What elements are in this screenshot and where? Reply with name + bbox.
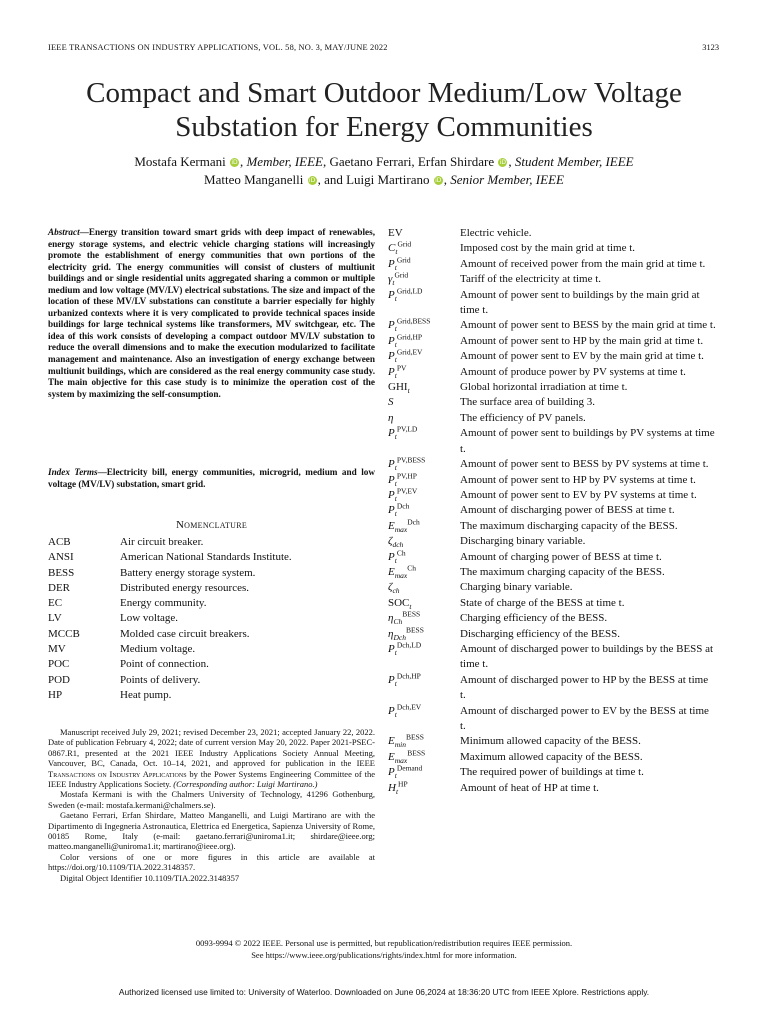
symbol-subscript: t xyxy=(394,263,397,272)
symbol-base: H xyxy=(388,781,396,794)
symbol-definition: Charging binary variable. xyxy=(460,581,573,594)
symbol-row xyxy=(388,334,716,349)
symbol-base: P xyxy=(388,334,395,347)
symbol-subscript: t xyxy=(394,509,397,519)
symbol-subscript: t xyxy=(394,494,397,504)
symbol-base: C xyxy=(388,242,396,255)
abbreviation-row xyxy=(48,642,375,657)
symbol-superscript: Dch,EV xyxy=(396,701,422,711)
symbol-superscript: PV,BESS xyxy=(396,455,426,465)
abbreviation-row xyxy=(48,535,375,550)
symbol-superscript: BESS xyxy=(407,748,426,758)
symbol-superscript: Ch xyxy=(396,547,406,557)
symbol-base: P xyxy=(388,473,395,486)
symbol xyxy=(388,701,460,735)
symbol-subscript: t xyxy=(394,432,397,442)
symbol-row xyxy=(388,488,716,503)
symbol-row xyxy=(388,534,716,549)
symbol-base: P xyxy=(388,350,395,363)
symbol-row xyxy=(388,457,716,472)
symbol-superscript: Grid,EV xyxy=(396,347,423,357)
symbol-subscript: t xyxy=(394,463,397,473)
symbol-definition: Minimum allowed capacity of the BESS. xyxy=(460,735,641,748)
symbol-row xyxy=(388,470,716,488)
symbol-base: P xyxy=(388,365,395,378)
symbol-superscript: Dch,HP xyxy=(396,671,421,681)
symbol-list xyxy=(388,226,716,796)
symbol-row xyxy=(388,226,716,241)
abbreviation-key: MV xyxy=(48,643,66,656)
author-role: Member, IEEE xyxy=(246,154,323,169)
symbol-subscript: Dch xyxy=(393,632,406,642)
symbol-base: P xyxy=(388,319,395,332)
symbol xyxy=(388,673,460,704)
symbol-superscript: PV,EV xyxy=(396,486,418,496)
symbol xyxy=(388,778,460,796)
symbol-superscript: Grid,HP xyxy=(396,332,423,342)
abstract xyxy=(48,227,375,400)
author-name: and Luigi Martirano xyxy=(324,172,430,187)
symbol-row xyxy=(388,701,716,735)
abbreviation-row xyxy=(48,657,375,672)
index-terms-text: —Electricity bill, energy communities, microgrid, medium and low voltage (MV/LV) substation, smart grid. xyxy=(48,467,376,489)
symbol-subscript: ch xyxy=(392,586,400,596)
symbol-subscript: max xyxy=(394,571,408,581)
symbol-definition: Amount of produce power by PV systems at time t. xyxy=(460,365,686,378)
symbol-row xyxy=(388,624,716,642)
orcid-icon[interactable]: iD xyxy=(499,159,506,166)
symbol-base: P xyxy=(388,458,395,471)
symbol-base: ζ xyxy=(388,535,393,548)
symbol-superscript: Demand xyxy=(396,763,423,773)
symbol-base: P xyxy=(388,257,395,270)
symbol-subscript: t xyxy=(394,771,397,781)
symbol-superscript: Grid,LD xyxy=(396,285,423,295)
page-number: 3123 xyxy=(702,43,719,52)
index-terms-lead: Index Terms xyxy=(48,467,98,477)
authorized-use-notice: Authorized licensed use limited to: University of Waterloo. Downloaded on June 06,2024 at 18:36:20 UTC from IEEE Xplore. Restrictions apply. xyxy=(118,987,650,997)
symbol-row xyxy=(388,411,716,426)
abbreviation-row xyxy=(48,688,375,703)
symbol-row xyxy=(388,765,716,780)
symbol-superscript: Ch xyxy=(407,563,416,573)
symbol-base: E xyxy=(388,735,395,748)
abbreviation-definition: Medium voltage. xyxy=(120,643,196,656)
footnotes xyxy=(48,727,375,883)
symbol-subscript: t xyxy=(409,601,412,611)
abbreviation-definition: Battery energy storage system. xyxy=(120,566,256,579)
symbol-base: P xyxy=(388,766,395,779)
abbreviation-row xyxy=(48,566,375,581)
symbol-superscript: Grid,BESS xyxy=(396,316,431,326)
symbol-subscript: t xyxy=(394,355,397,365)
abbreviation-definition: Air circuit breaker. xyxy=(120,536,204,548)
symbol xyxy=(388,547,460,565)
symbol-subscript: t xyxy=(394,340,397,350)
abbreviation-row xyxy=(48,611,375,626)
abbreviation-row xyxy=(48,581,375,596)
symbol-base: P xyxy=(388,673,395,686)
symbol-superscript: BESS xyxy=(405,732,424,742)
symbol-superscript: PV xyxy=(396,363,407,372)
symbol-row xyxy=(388,734,716,749)
symbol-row xyxy=(388,365,716,380)
footnote-affiliation-1: Mostafa Kermani is with the Chalmers University of Technology, 41296 Gothenburg, Sweden (e-mail: mostafa.kermani@chalmers.se). xyxy=(48,789,375,810)
footnote-manuscript: Manuscript received July 29, 2021; revised December 23, 2021; accepted January 22, 2022. Date of publication February 4, 2022; date of current version May 20, 2022. Paper 2021-PSEC-0867.R1, presented at the 2021 IEEE Industry Applications Society Annual Meeting, Vancouver, BC, Canada, Oct. 10–14, 2021, and approved for publication in the IEEE Transactions on Industry Applications by the Power Systems Engineering Committee of the IEEE Industry Applications Society. (Corresponding author: Luigi Martirano.) xyxy=(48,727,375,790)
symbol-base: η xyxy=(388,627,394,640)
symbol-definition: Tariff of the electricity at time t. xyxy=(460,273,602,286)
symbol-row xyxy=(388,642,716,673)
author-line-2: Matteo Manganelli iD , and Luigi Martirano iD , Senior Member, IEEE xyxy=(204,172,564,187)
symbol-superscript: PV,LD xyxy=(396,424,418,434)
abbreviation-key: POD xyxy=(48,673,71,686)
symbol-definition: Amount of received power from the main grid at time t. xyxy=(460,257,706,270)
symbol-row xyxy=(388,580,716,595)
symbol xyxy=(388,611,460,626)
symbol-base: η xyxy=(388,411,394,424)
abstract-text: —Energy transition toward smart grids with deep impact of renewables, energy storage systems, and electric vehicle charging stations will increasingly promote the establishment of energy communities that own portions of the electricity grid. The energy communities will consist of clusters of multiunit buildings and or single residential units aggregated sharing a common or multiple medium and low voltage (MV/LV) electrical substations. The size and impact of the location of these MV/LV substations can constitute a barrier especially for highly urbanized contexts where it is very complicated to provide technical spaces inside buildings for large technical systems like transformers, MV switchgear, etc. The idea of this work consists of developing a compact outdoor MV/LV substation to reduce the overall dimensions and to make the execution modularized to facilitate management and maintenance. Also an investigation of energy exchange between multiunit buildings, which are considered as the real energy community case study. The main objective for this case study is to minimize the operation cost of the system by maximizing the self-consumption. xyxy=(48,227,375,399)
symbol xyxy=(388,380,460,395)
symbol xyxy=(388,503,460,518)
symbol-row xyxy=(388,426,716,457)
symbol-subscript: Ch xyxy=(393,617,403,627)
journal-name-smallcaps: Transactions on Industry Applications xyxy=(48,768,187,779)
symbol-base: P xyxy=(388,488,395,501)
symbol-definition: Amount of power sent to EV by the main grid at time t. xyxy=(460,350,704,363)
symbol-definition: Charging efficiency of the BESS. xyxy=(460,612,608,625)
symbol-subscript: max xyxy=(394,524,408,534)
symbol-subscript: t xyxy=(394,678,397,688)
symbol-row xyxy=(388,778,716,796)
orcid-icon[interactable]: iD xyxy=(231,159,238,166)
abbreviation-definition: Distributed energy resources. xyxy=(120,581,250,594)
symbol-base: EV xyxy=(388,227,403,239)
symbol-definition: Amount of discharging power of BESS at time t. xyxy=(460,504,675,517)
symbol-row xyxy=(388,272,716,287)
symbol-row xyxy=(388,503,716,518)
symbol-definition: State of charge of the BESS at time t. xyxy=(460,596,625,609)
footnote-affiliation-2: Gaetano Ferrari, Erfan Shirdare, Matteo Manganelli, and Luigi Martirano are with the Dipartimento di Ingegneria Astronautica, Elettrica ed Energetica, Sapienza University of Rome, 00185 Rome, Italy (e-mail: gaetano.ferrari@uniroma1.it; shirdare@ieee.org; matteo.manganelli@uniroma1.it; martirano@ieee.org). xyxy=(48,810,375,852)
abbreviation-key: DER xyxy=(48,581,70,594)
symbol-definition: Amount of discharged power to EV by the BESS at time t. xyxy=(460,704,709,732)
symbol-definition: The required power of buildings at time t. xyxy=(460,766,644,779)
symbol-subscript: t xyxy=(407,386,410,396)
title-line-2: Substation for Energy Communities xyxy=(175,111,593,143)
symbol xyxy=(388,285,460,319)
symbol-subscript: t xyxy=(394,478,397,488)
symbol-row xyxy=(388,565,716,580)
abbreviation-key: EC xyxy=(48,597,63,610)
orcid-icon[interactable]: iD xyxy=(308,177,316,184)
symbol-definition: Amount of discharged power to buildings by the BESS at time t. xyxy=(460,642,714,671)
symbol-subscript: min xyxy=(394,740,406,750)
symbol-definition: The maximum charging capacity of the BESS. xyxy=(460,565,665,578)
symbol-row xyxy=(388,318,716,333)
abbreviation-definition: Low voltage. xyxy=(120,612,179,625)
paper-title xyxy=(0,76,768,144)
symbol-subscript: t xyxy=(395,247,398,257)
symbol-subscript: t xyxy=(394,648,397,658)
symbol xyxy=(388,596,460,611)
symbol-row xyxy=(388,349,716,364)
abbreviation-definition: Heat pump. xyxy=(120,688,172,701)
abbreviation-key: LV xyxy=(48,612,62,625)
nomenclature-heading: Nomenclature xyxy=(175,519,248,531)
author-list xyxy=(0,153,768,189)
symbol-base: η xyxy=(388,612,394,625)
symbol-superscript: Grid xyxy=(396,255,411,265)
symbol-row xyxy=(388,285,716,319)
symbol-superscript: Dch xyxy=(407,517,420,527)
orcid-icon[interactable]: iD xyxy=(435,177,442,184)
symbol-superscript: BESS xyxy=(405,624,424,634)
symbol xyxy=(388,565,460,580)
symbol-definition: The efficiency of PV panels. xyxy=(460,411,586,424)
footnote-doi: Digital Object Identifier 10.1109/TIA.2022.3148357 xyxy=(60,872,240,883)
symbol xyxy=(388,580,460,595)
symbol-base: ζ xyxy=(388,581,393,594)
symbol-definition: The surface area of building 3. xyxy=(460,396,595,409)
symbol-superscript: PV,HP xyxy=(396,470,417,480)
symbol-row xyxy=(388,596,716,611)
symbol-definition: Amount of power sent to buildings by PV systems at time t. xyxy=(460,427,715,455)
symbol-row xyxy=(388,241,716,256)
symbol-subscript: max xyxy=(394,756,408,765)
author-line-1: Mostafa Kermani iD , Member, IEEE, Gaetano Ferrari, Erfan Shirdare iD , Student Member, IEEE xyxy=(134,154,634,169)
author-role: Senior Member, IEEE xyxy=(450,172,564,187)
symbol-base: E xyxy=(388,519,395,532)
symbol-base: P xyxy=(388,427,395,440)
symbol-base: P xyxy=(388,704,395,717)
symbol-definition: Imposed cost by the main grid at time t. xyxy=(460,242,636,255)
symbol-base: S xyxy=(388,396,394,409)
symbol-superscript: Grid xyxy=(397,239,412,249)
symbol-row xyxy=(388,257,716,272)
symbol-superscript: BESS xyxy=(402,609,421,619)
symbol-definition: Maximum allowed capacity of the BESS. xyxy=(460,750,643,763)
abbreviation-key: POC xyxy=(48,658,70,671)
author-name: Gaetano Ferrari, Erfan Shirdare xyxy=(329,154,495,169)
symbol-row xyxy=(388,395,716,410)
abbreviation-row xyxy=(48,627,375,642)
symbol-base: E xyxy=(388,750,395,763)
symbol-definition: Discharging binary variable. xyxy=(460,535,586,548)
symbol-row xyxy=(388,673,716,704)
author-name: Mostafa Kermani xyxy=(134,154,226,169)
abbreviation-key: MCCB xyxy=(48,627,80,640)
abbreviation-row xyxy=(48,596,375,611)
symbol-subscript: t xyxy=(394,370,397,380)
symbol-superscript: HP xyxy=(398,778,408,788)
symbol-superscript: Dch,LD xyxy=(396,640,422,650)
author-role: Student Member, IEEE xyxy=(514,154,634,169)
journal-header: IEEE TRANSACTIONS ON INDUSTRY APPLICATIONS, VOL. 58, NO. 3, MAY/JUNE 2022 xyxy=(48,43,388,52)
symbol-superscript: Dch xyxy=(396,501,410,511)
symbol-subscript: t xyxy=(394,324,397,334)
symbol-definition: Amount of heat of HP at time t. xyxy=(460,781,599,794)
symbol-definition: Amount of power sent to HP by the main grid at time t. xyxy=(460,334,704,347)
symbol-definition: Amount of discharged power to HP by the BESS at time t. xyxy=(460,673,709,702)
abbreviation-row xyxy=(48,550,375,565)
title-line-1: Compact and Smart Outdoor Medium/Low Voltage xyxy=(86,77,682,109)
symbol xyxy=(388,365,460,380)
symbol-row xyxy=(388,380,716,395)
symbol-definition: Amount of power sent to BESS by PV systems at time t. xyxy=(460,458,709,471)
abbreviation-key: BESS xyxy=(48,566,75,579)
symbol-row xyxy=(388,750,716,765)
symbol-subscript: t xyxy=(394,293,397,303)
symbol-row xyxy=(388,519,716,534)
symbol-base: P xyxy=(388,642,395,655)
copyright-notice: 0093-9994 © 2022 IEEE. Personal use is permitted, but republication/redistribution requires IEEE permission. See https://www.ieee.org/publications/rights/index.html for more information. xyxy=(195,938,573,960)
footnote-color-versions: Color versions of one or more figures in this article are available at https://doi.org/10.1109/TIA.2022.3148357. xyxy=(48,851,375,873)
symbol-base: GHI xyxy=(388,381,408,394)
symbol-row xyxy=(388,547,716,565)
symbol-subscript: dch xyxy=(392,540,404,550)
symbol-definition: Discharging efficiency of the BESS. xyxy=(460,627,620,640)
symbol-definition: Electric vehicle. xyxy=(460,227,532,239)
author-name: Matteo Manganelli xyxy=(204,172,304,187)
abbreviation-definition: Points of delivery. xyxy=(120,673,201,686)
symbol xyxy=(388,519,460,534)
symbol-base: SOC xyxy=(388,596,410,609)
index-terms xyxy=(48,467,375,490)
symbol-definition: Amount of power sent to BESS by the main grid at time t. xyxy=(460,319,716,332)
abbreviation-key: ACB xyxy=(48,536,71,548)
abbreviation-list xyxy=(48,535,375,703)
symbol-definition: Amount of power sent to buildings by the main grid at time t. xyxy=(460,288,700,317)
abbreviation-definition: Molded case circuit breakers. xyxy=(120,627,250,640)
corresponding-author: (Corresponding author: Luigi Martirano.) xyxy=(173,779,318,790)
symbol-base: E xyxy=(388,565,395,578)
abbreviation-definition: Point of connection. xyxy=(120,658,209,671)
abbreviation-row xyxy=(48,673,375,688)
symbol-base: γ xyxy=(388,273,393,286)
symbol-definition: Amount of power sent to EV by PV systems at time t. xyxy=(460,488,697,501)
symbol xyxy=(388,642,460,673)
symbol-subscript: t xyxy=(395,786,399,796)
abbreviation-key: HP xyxy=(48,688,63,701)
symbol-base: P xyxy=(388,550,395,563)
abbreviation-definition: Energy community. xyxy=(120,597,207,610)
symbol xyxy=(388,426,460,457)
symbol-subscript: t xyxy=(392,278,395,288)
symbol-definition: The maximum discharging capacity of the BESS. xyxy=(460,519,678,532)
symbol-definition: Global horizontal irradiation at time t. xyxy=(460,381,628,394)
symbol-base: P xyxy=(388,504,395,517)
symbol-base: P xyxy=(388,288,395,301)
symbol-subscript: t xyxy=(394,709,397,719)
symbol-row xyxy=(388,611,716,626)
abstract-lead: Abstract xyxy=(48,227,80,237)
symbol-definition: Amount of charging power of BESS at time t. xyxy=(460,550,662,563)
symbol-subscript: t xyxy=(394,555,397,565)
abbreviation-key: ANSI xyxy=(48,551,74,564)
symbol-definition: Amount of power sent to HP by PV systems at time t. xyxy=(460,473,696,486)
symbol xyxy=(388,395,460,410)
abbreviation-definition: American National Standards Institute. xyxy=(120,551,292,564)
symbol-superscript: Grid xyxy=(394,270,409,280)
